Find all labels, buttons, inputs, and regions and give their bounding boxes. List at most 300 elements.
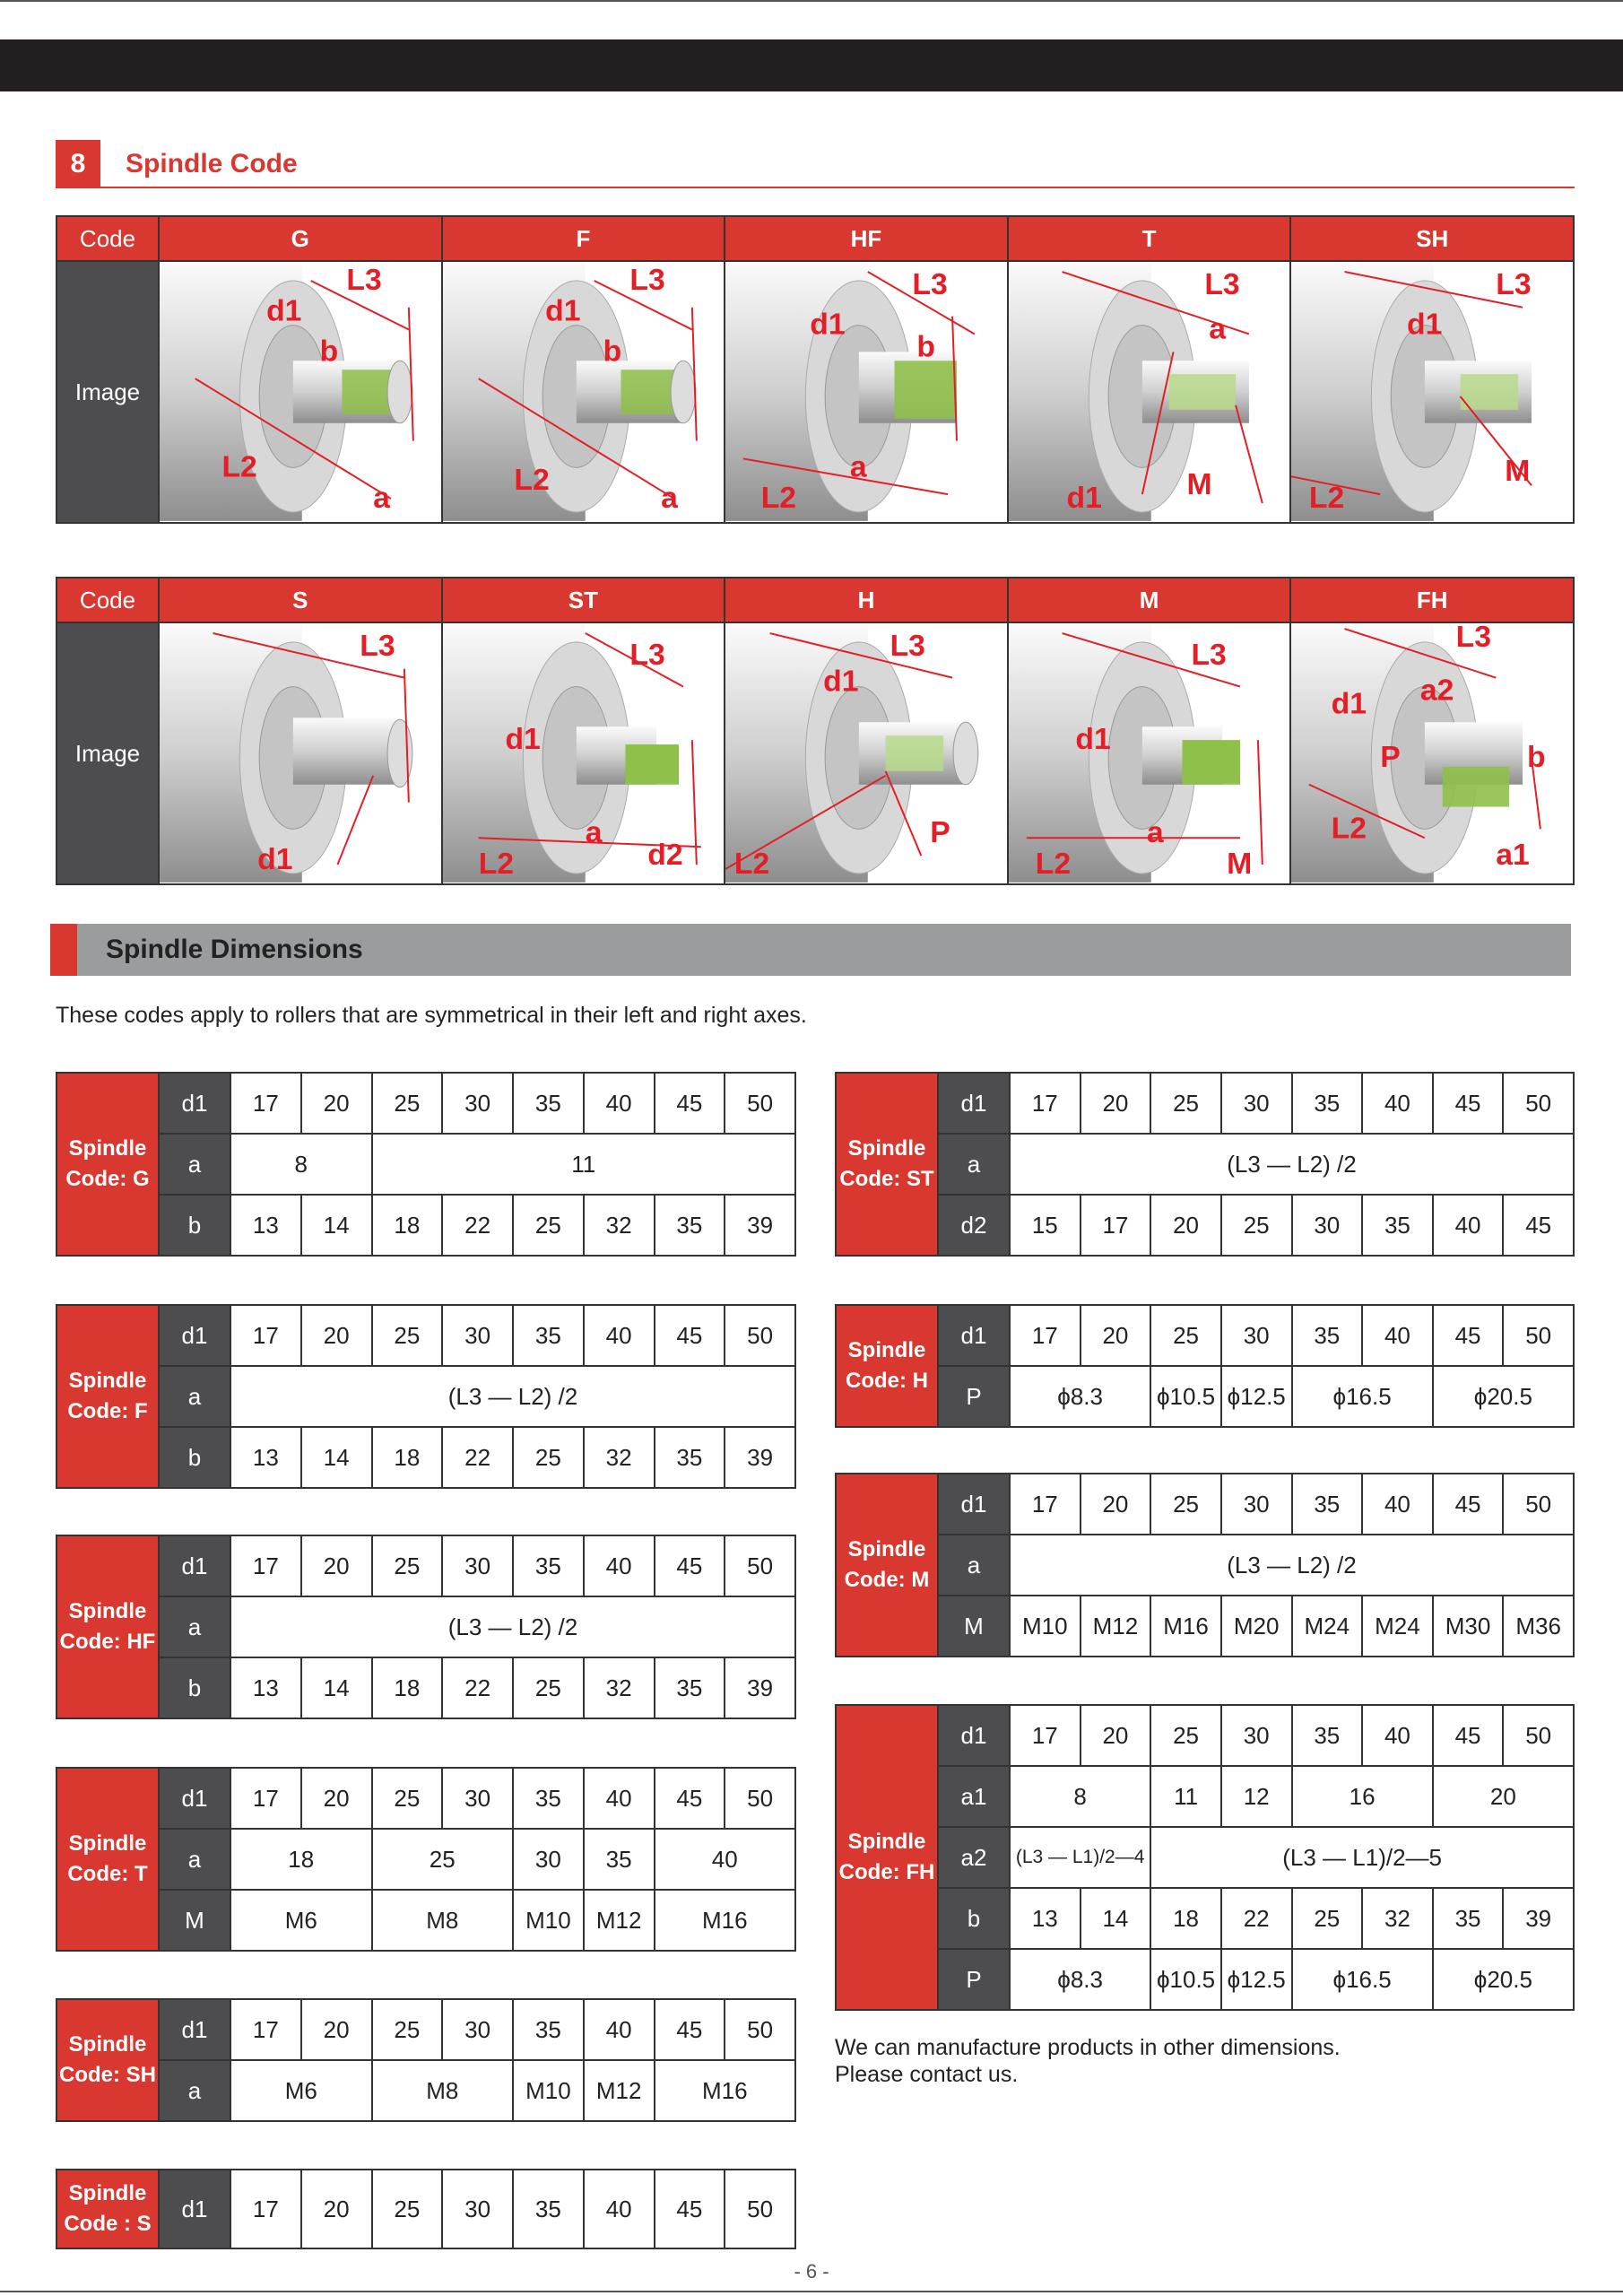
cell: 45 xyxy=(655,1073,725,1134)
cell: 35 xyxy=(513,1305,584,1366)
code-cell: Spindle Code: G xyxy=(56,1073,159,1256)
cell: 35 xyxy=(513,1999,584,2060)
row-key: d1 xyxy=(159,1768,230,1829)
row-key: d2 xyxy=(938,1195,1010,1256)
cell: 35 xyxy=(584,1829,655,1890)
svg-text:a: a xyxy=(373,481,390,516)
row-key: a xyxy=(159,1596,230,1657)
svg-text:P: P xyxy=(930,815,950,850)
svg-text:L3: L3 xyxy=(890,628,926,663)
cell: 35 xyxy=(655,1195,725,1256)
code-T: T xyxy=(1008,216,1291,261)
page-number: - 6 - xyxy=(794,2260,829,2283)
cell: 11 xyxy=(372,1134,796,1195)
cell: 50 xyxy=(1503,1705,1574,1766)
svg-text:L2: L2 xyxy=(221,449,257,484)
row-key: a2 xyxy=(938,1827,1010,1888)
cell: 45 xyxy=(1433,1705,1504,1766)
row-key: a xyxy=(159,1829,230,1890)
cell: 45 xyxy=(655,1999,725,2060)
svg-text:a: a xyxy=(850,449,867,484)
cell: 8 xyxy=(230,1134,372,1195)
code-FH: FH xyxy=(1290,578,1574,622)
cell: 17 xyxy=(1081,1195,1151,1256)
cell: M12 xyxy=(584,2060,655,2121)
note-line-2: Please contact us. xyxy=(835,2062,1019,2087)
cell: M12 xyxy=(584,1890,655,1951)
cell: 30 xyxy=(1221,1705,1292,1766)
svg-text:d1: d1 xyxy=(1332,686,1367,721)
cell: 20 xyxy=(1433,1766,1574,1827)
section-underline xyxy=(56,187,1575,188)
table-hf xyxy=(56,1535,796,1719)
cell: M36 xyxy=(1503,1596,1574,1657)
cell: (L3 — L1)/2—5 xyxy=(1150,1827,1574,1888)
code-SH: SH xyxy=(1290,216,1574,261)
cell: (L3 — L2) /2 xyxy=(230,1596,795,1657)
cell: 13 xyxy=(230,1427,301,1488)
code-cell: Spindle Code: ST xyxy=(836,1073,938,1256)
svg-text:L2: L2 xyxy=(513,463,550,498)
cell: 40 xyxy=(1362,1474,1433,1535)
code-cell: Spindle Code: FH xyxy=(836,1705,938,2010)
cell: 14 xyxy=(301,1427,372,1488)
spindle-illustration-st xyxy=(442,622,725,884)
cell: 45 xyxy=(1503,1195,1574,1256)
svg-text:L2: L2 xyxy=(734,846,770,881)
svg-text:d1: d1 xyxy=(810,307,846,342)
cell: 20 xyxy=(1081,1474,1151,1535)
cell: 17 xyxy=(1010,1705,1081,1766)
row-key: a1 xyxy=(938,1766,1010,1827)
spindle-illustration-t xyxy=(1008,261,1291,523)
cell: 25 xyxy=(513,1657,584,1718)
spindle-illustration-hf xyxy=(725,261,1008,523)
cell: 40 xyxy=(1362,1073,1433,1134)
cell: 17 xyxy=(230,1535,301,1596)
spindle-dimensions-bar xyxy=(50,924,1571,976)
cell: 35 xyxy=(1433,1888,1504,1949)
cell: (L3 — L2) /2 xyxy=(1010,1134,1574,1195)
svg-text:a: a xyxy=(1209,311,1226,346)
svg-text:L3: L3 xyxy=(1496,266,1532,301)
cell: M16 xyxy=(655,2060,796,2121)
cell: 40 xyxy=(655,1829,796,1890)
cell: 25 xyxy=(1150,1474,1221,1535)
row-key: M xyxy=(159,1890,230,1951)
spindle-code-grid-2 xyxy=(56,577,1575,885)
cell: 16 xyxy=(1292,1766,1433,1827)
cell: 13 xyxy=(230,1195,301,1256)
cell: 40 xyxy=(584,1535,655,1596)
svg-text:P: P xyxy=(1380,739,1402,774)
cell: 40 xyxy=(584,2170,655,2248)
top-rule xyxy=(0,0,1623,2)
cell: 39 xyxy=(725,1657,795,1718)
svg-text:a1: a1 xyxy=(1496,838,1531,873)
code-H: H xyxy=(725,578,1008,622)
cell: 25 xyxy=(372,1535,443,1596)
table-f xyxy=(56,1304,796,1489)
cell: 14 xyxy=(301,1195,372,1256)
cell: 25 xyxy=(1221,1195,1292,1256)
cell: M10 xyxy=(513,2060,584,2121)
row-key: d1 xyxy=(938,1305,1010,1366)
cell: 13 xyxy=(230,1657,301,1718)
table-st xyxy=(835,1072,1575,1257)
svg-text:L3: L3 xyxy=(1455,623,1492,654)
cell: 25 xyxy=(372,2170,443,2248)
cell: 30 xyxy=(442,1535,513,1596)
cell: 17 xyxy=(1010,1305,1081,1366)
cell: 50 xyxy=(725,1535,795,1596)
cell: 25 xyxy=(372,1999,443,2060)
spindle-illustration-g xyxy=(159,261,442,523)
cell: 20 xyxy=(1081,1073,1151,1134)
svg-text:b: b xyxy=(916,329,936,364)
cell: 40 xyxy=(1362,1305,1433,1366)
cell: 20 xyxy=(301,1305,372,1366)
row-key: b xyxy=(159,1657,230,1718)
note-line-1: We can manufacture products in other dimensions. xyxy=(835,2035,1341,2060)
code-label: Code xyxy=(56,216,159,261)
cell: 50 xyxy=(725,1999,795,2060)
cell: 40 xyxy=(584,1073,655,1134)
cell: 25 xyxy=(1150,1073,1221,1134)
cell: 17 xyxy=(230,2170,301,2248)
code-G: G xyxy=(159,216,442,261)
cell: 18 xyxy=(1150,1888,1221,1949)
cell: ϕ12.5 xyxy=(1221,1366,1292,1427)
cell: 30 xyxy=(1221,1073,1292,1134)
cell: M6 xyxy=(230,1890,372,1951)
cell: M16 xyxy=(1150,1596,1221,1657)
cell: 30 xyxy=(442,1073,513,1134)
svg-text:L2: L2 xyxy=(1309,481,1345,516)
cell: 35 xyxy=(513,1768,584,1829)
table-sh xyxy=(56,1998,796,2122)
cell: 35 xyxy=(1292,1305,1363,1366)
cell: 22 xyxy=(442,1427,513,1488)
cell: 50 xyxy=(1503,1073,1574,1134)
image-label: Image xyxy=(56,622,159,884)
cell: 45 xyxy=(655,1768,725,1829)
svg-text:M: M xyxy=(1505,454,1531,489)
cell: 14 xyxy=(1081,1888,1151,1949)
table-s xyxy=(56,2169,796,2249)
spindle-dimensions-title: Spindle Dimensions xyxy=(106,935,363,964)
row-key: d1 xyxy=(159,1999,230,2060)
cell: 30 xyxy=(1221,1305,1292,1366)
cell: 32 xyxy=(1362,1888,1433,1949)
cell: 32 xyxy=(584,1657,655,1718)
cell: 22 xyxy=(1221,1888,1292,1949)
cell: 25 xyxy=(1150,1705,1221,1766)
svg-text:d1: d1 xyxy=(1075,722,1111,757)
cell: 40 xyxy=(1433,1195,1504,1256)
cell: M24 xyxy=(1292,1596,1363,1657)
cell: M10 xyxy=(513,1890,584,1951)
spindle-illustration-sh xyxy=(1290,261,1574,523)
code-M: M xyxy=(1008,578,1291,622)
cell: 18 xyxy=(372,1195,443,1256)
code-cell: Spindle Code: SH xyxy=(56,1999,159,2121)
code-cell: Spindle Code: M xyxy=(836,1474,938,1657)
cell: ϕ8.3 xyxy=(1010,1366,1150,1427)
cell: 17 xyxy=(1010,1073,1081,1134)
row-key: d1 xyxy=(938,1073,1010,1134)
cell: (L3 — L2) /2 xyxy=(230,1366,795,1427)
cell: 45 xyxy=(1433,1474,1504,1535)
svg-text:L2: L2 xyxy=(478,846,514,881)
svg-text:L3: L3 xyxy=(912,266,948,301)
svg-text:L2: L2 xyxy=(1332,811,1367,846)
spindle-illustration-s xyxy=(159,622,442,884)
svg-text:b: b xyxy=(319,334,339,369)
cell: 35 xyxy=(1292,1073,1363,1134)
code-cell: Spindle Code: F xyxy=(56,1305,159,1488)
cell: ϕ12.5 xyxy=(1221,1949,1292,2010)
code-F: F xyxy=(442,216,725,261)
cell: 17 xyxy=(230,1305,301,1366)
image-row xyxy=(56,622,1574,884)
row-key: b xyxy=(159,1195,230,1256)
cell: M10 xyxy=(1010,1596,1081,1657)
cell: 25 xyxy=(372,1073,443,1134)
cell: 50 xyxy=(1503,1305,1574,1366)
svg-text:b: b xyxy=(1527,739,1546,774)
cell: 30 xyxy=(442,1999,513,2060)
cell: 30 xyxy=(513,1829,584,1890)
bottom-rule xyxy=(0,2291,1623,2292)
spindle-illustration-f xyxy=(442,261,725,523)
row-key: a xyxy=(159,2060,230,2121)
svg-text:a2: a2 xyxy=(1420,673,1454,708)
spindle-code-grid-1 xyxy=(56,215,1575,524)
svg-text:d2: d2 xyxy=(647,838,683,873)
cell: 32 xyxy=(584,1195,655,1256)
cell: ϕ20.5 xyxy=(1433,1949,1574,2010)
spindle-illustration-h xyxy=(725,622,1008,884)
svg-text:L3: L3 xyxy=(629,637,665,672)
cell: 35 xyxy=(1362,1195,1433,1256)
cell: 17 xyxy=(230,1999,301,2060)
cell: 35 xyxy=(513,2170,584,2248)
cell: 12 xyxy=(1221,1766,1292,1827)
svg-text:L3: L3 xyxy=(629,262,665,297)
cell: 18 xyxy=(230,1829,372,1890)
cell: 30 xyxy=(1292,1195,1363,1256)
cell: 45 xyxy=(1433,1073,1504,1134)
row-key: d1 xyxy=(159,2170,230,2248)
bar-accent xyxy=(50,924,77,976)
cell: M30 xyxy=(1433,1596,1504,1657)
cell: 14 xyxy=(301,1657,372,1718)
svg-text:d1: d1 xyxy=(544,293,581,328)
row-key: b xyxy=(159,1427,230,1488)
svg-text:d1: d1 xyxy=(823,664,859,699)
cell: 13 xyxy=(1010,1888,1081,1949)
cell: 18 xyxy=(372,1427,443,1488)
cell: 20 xyxy=(1150,1195,1221,1256)
cell: 25 xyxy=(372,1305,443,1366)
svg-text:d1: d1 xyxy=(257,842,293,877)
svg-text:L3: L3 xyxy=(1204,266,1240,301)
cell: 20 xyxy=(301,2170,372,2248)
svg-text:a: a xyxy=(1146,815,1164,850)
cell: M8 xyxy=(372,2060,514,2121)
intro-text: These codes apply to rollers that are symmetrical in their left and right axes. xyxy=(56,1003,807,1028)
cell: ϕ8.3 xyxy=(1010,1949,1150,2010)
cell: 17 xyxy=(230,1768,301,1829)
cell: 32 xyxy=(584,1427,655,1488)
cell: 30 xyxy=(442,1305,513,1366)
cell: M24 xyxy=(1362,1596,1433,1657)
svg-text:d1: d1 xyxy=(505,722,541,757)
code-HF: HF xyxy=(725,216,1008,261)
cell: 45 xyxy=(1433,1305,1504,1366)
svg-text:a: a xyxy=(660,481,678,516)
table-t xyxy=(56,1767,796,1952)
table-g xyxy=(56,1072,796,1257)
image-row xyxy=(56,261,1574,523)
svg-text:d1: d1 xyxy=(1407,307,1443,342)
table-m xyxy=(835,1473,1575,1657)
svg-text:d1: d1 xyxy=(266,293,302,328)
cell: 25 xyxy=(1292,1888,1363,1949)
cell: M8 xyxy=(372,1890,514,1951)
svg-text:a: a xyxy=(585,815,603,850)
cell: 50 xyxy=(725,1768,795,1829)
cell: M6 xyxy=(230,2060,372,2121)
code-cell: Spindle Code: T xyxy=(56,1768,159,1951)
cell: 25 xyxy=(372,1768,443,1829)
cell: 20 xyxy=(1081,1705,1151,1766)
row-key: P xyxy=(938,1949,1010,2010)
svg-text:L2: L2 xyxy=(1035,846,1071,881)
svg-text:L3: L3 xyxy=(1191,637,1227,672)
cell: 45 xyxy=(655,1535,725,1596)
row-key: a xyxy=(159,1134,230,1195)
row-key: a xyxy=(938,1134,1010,1195)
row-key: d1 xyxy=(938,1474,1010,1535)
cell: 35 xyxy=(513,1073,584,1134)
cell: 22 xyxy=(442,1657,513,1718)
svg-text:b: b xyxy=(603,334,621,369)
cell: 20 xyxy=(301,1073,372,1134)
cell: 15 xyxy=(1010,1195,1081,1256)
cell: 17 xyxy=(230,1073,301,1134)
code-cell: Spindle Code: HF xyxy=(56,1535,159,1718)
svg-text:M: M xyxy=(1186,467,1212,502)
cell: 39 xyxy=(1503,1888,1574,1949)
svg-text:M: M xyxy=(1226,846,1253,881)
spindle-illustration-fh xyxy=(1290,622,1574,884)
cell: 35 xyxy=(1292,1474,1363,1535)
row-key: b xyxy=(938,1888,1010,1949)
svg-text:L3: L3 xyxy=(360,628,395,663)
cell: (L3 — L1)/2—4 xyxy=(1010,1827,1150,1888)
cell: 20 xyxy=(301,1768,372,1829)
cell: 35 xyxy=(655,1427,725,1488)
code-cell: Spindle Code: H xyxy=(836,1305,938,1427)
row-key: d1 xyxy=(159,1535,230,1596)
cell: 22 xyxy=(442,1195,513,1256)
cell: 30 xyxy=(1221,1474,1292,1535)
cell: 39 xyxy=(725,1427,795,1488)
header-bar xyxy=(0,39,1623,91)
cell: 25 xyxy=(372,1829,514,1890)
cell: 20 xyxy=(301,1535,372,1596)
code-cell: Spindle Code : S xyxy=(56,2170,159,2248)
row-key: P xyxy=(938,1366,1010,1427)
cell: 20 xyxy=(301,1999,372,2060)
cell: ϕ10.5 xyxy=(1150,1366,1221,1427)
cell: 18 xyxy=(372,1657,443,1718)
cell: 25 xyxy=(1150,1305,1221,1366)
cell: 35 xyxy=(655,1657,725,1718)
cell: 8 xyxy=(1010,1766,1150,1827)
code-ST: ST xyxy=(442,578,725,622)
image-label: Image xyxy=(56,261,159,523)
code-header-row xyxy=(56,216,1574,261)
svg-text:L3: L3 xyxy=(346,262,382,297)
cell: 40 xyxy=(1362,1705,1433,1766)
cell: 35 xyxy=(513,1535,584,1596)
cell: 40 xyxy=(584,1999,655,2060)
cell: 50 xyxy=(725,1073,795,1134)
svg-text:d1: d1 xyxy=(1066,481,1102,516)
cell: 39 xyxy=(725,1195,795,1256)
cell: 17 xyxy=(1010,1474,1081,1535)
spindle-illustration-m xyxy=(1008,622,1291,884)
cell: 11 xyxy=(1150,1766,1221,1827)
cell: M20 xyxy=(1221,1596,1292,1657)
row-key: d1 xyxy=(159,1073,230,1134)
row-key: a xyxy=(159,1366,230,1427)
cell: 30 xyxy=(442,2170,513,2248)
cell: (L3 — L2) /2 xyxy=(1010,1535,1574,1596)
cell: 50 xyxy=(1503,1474,1574,1535)
cell: ϕ10.5 xyxy=(1150,1949,1221,2010)
row-key: a xyxy=(938,1535,1010,1596)
cell: 30 xyxy=(442,1768,513,1829)
cell: 40 xyxy=(584,1768,655,1829)
cell: ϕ20.5 xyxy=(1433,1366,1574,1427)
row-key: d1 xyxy=(938,1705,1010,1766)
cell: 45 xyxy=(655,1305,725,1366)
cell: M12 xyxy=(1081,1596,1151,1657)
cell: 40 xyxy=(584,1305,655,1366)
cell: 35 xyxy=(1292,1705,1363,1766)
cell: M16 xyxy=(655,1890,796,1951)
cell: 50 xyxy=(725,2170,795,2248)
table-fh xyxy=(835,1704,1575,2011)
cell: ϕ16.5 xyxy=(1292,1366,1433,1427)
section-title: Spindle Code xyxy=(126,149,298,178)
section-heading xyxy=(56,140,1575,188)
cell: ϕ16.5 xyxy=(1292,1949,1433,2010)
cell: 45 xyxy=(655,2170,725,2248)
cell: 25 xyxy=(513,1427,584,1488)
code-label: Code xyxy=(56,578,159,622)
cell: 20 xyxy=(1081,1305,1151,1366)
cell: 25 xyxy=(513,1195,584,1256)
table-h xyxy=(835,1304,1575,1428)
contact-note xyxy=(835,2034,1341,2088)
row-key: M xyxy=(938,1596,1010,1657)
svg-text:L2: L2 xyxy=(760,481,797,516)
